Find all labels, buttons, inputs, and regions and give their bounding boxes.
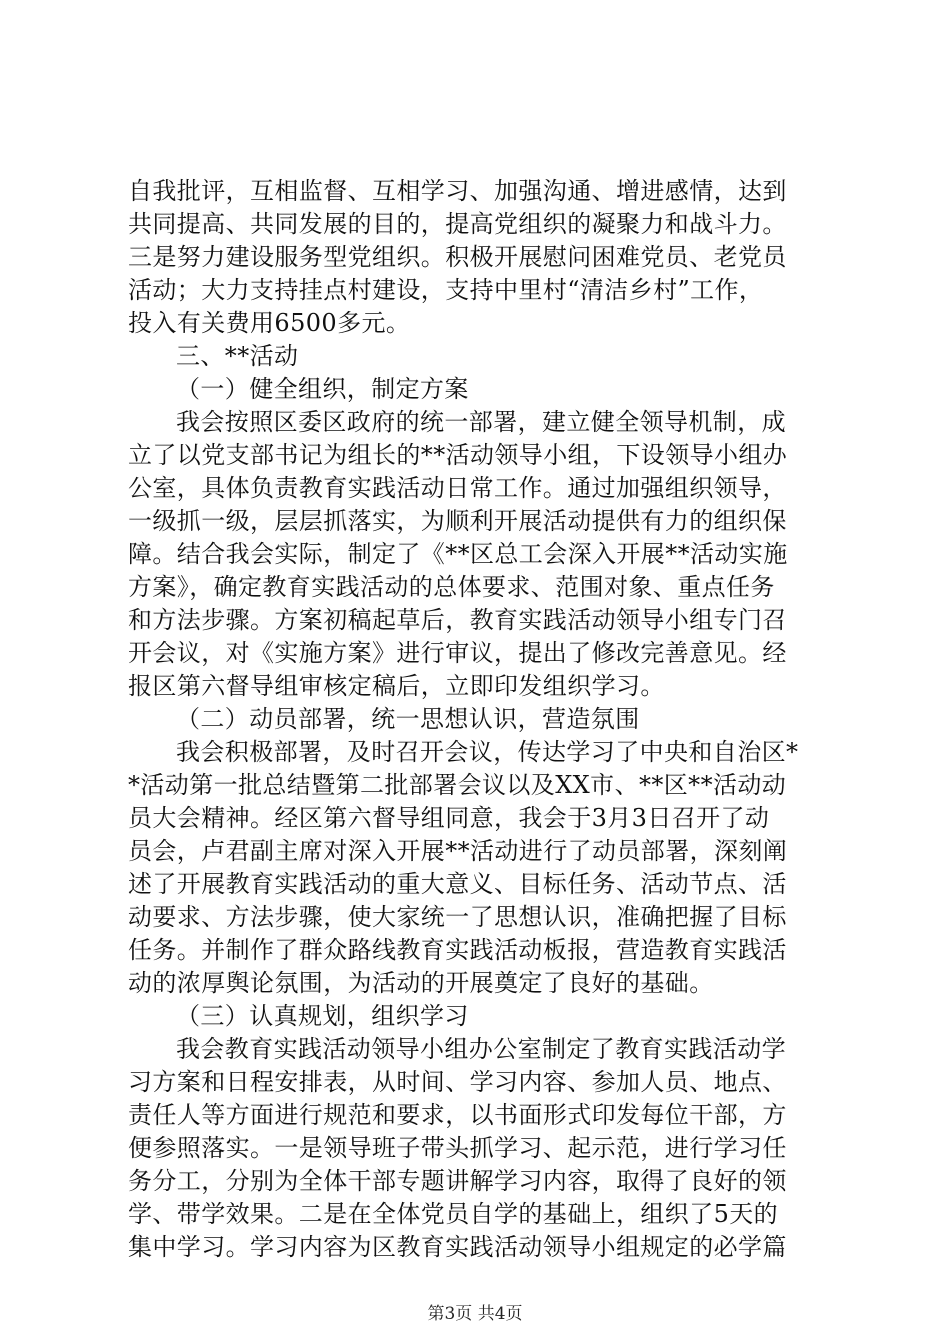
body-text-line: 学、带学效果。二是在全体党员自学的基础上，组织了5天的	[128, 1200, 779, 1228]
body-text-line: 立了以党支部书记为组长的**活动领导小组，下设领导小组办	[128, 441, 788, 469]
body-text-line: 自我批评，互相监督、互相学习、加强沟通、增进感情，达到	[128, 177, 787, 205]
body-text-line: 报区第六督导组审核定稿后，立即印发组织学习。	[128, 672, 665, 700]
body-text-line: 和方法步骤。方案初稿起草后，教育实践活动领导小组专门召	[128, 606, 787, 634]
paragraph-first-line: 我会按照区委区政府的统一部署，建立健全领导机制，成	[176, 408, 786, 436]
page-number-footer: 第3页 共4页	[427, 1304, 523, 1324]
section-heading: 三、**活动	[176, 342, 299, 370]
body-text-line: 员大会精神。经区第六督导组同意，我会于3月3日召开了动	[128, 804, 770, 832]
body-text-line: 共同提高、共同发展的目的，提高党组织的凝聚力和战斗力。	[128, 210, 787, 238]
body-text-line: 动的浓厚舆论氛围，为活动的开展奠定了良好的基础。	[128, 969, 714, 997]
body-text-line: 一级抓一级，层层抓落实，为顺利开展活动提供有力的组织保	[128, 507, 787, 535]
body-text-line: 述了开展教育实践活动的重大意义、目标任务、活动节点、活	[128, 870, 787, 898]
subsection-heading: （二）动员部署，统一思想认识，营造氛围	[176, 705, 640, 733]
body-text-line: 公室，具体负责教育实践活动日常工作。通过加强组织领导，	[128, 474, 787, 502]
body-text-line: 活动；大力支持挂点村建设，支持中里村“清洁乡村”工作，	[128, 276, 764, 304]
body-text-line: 方案》，确定教育实践活动的总体要求、范围对象、重点任务	[128, 573, 775, 601]
body-text-line: 投入有关费用6500多元。	[128, 309, 411, 337]
body-text-line: 动要求、方法步骤，使大家统一了思想认识，准确把握了目标	[128, 903, 787, 931]
body-text-line: 开会议，对《实施方案》进行审议，提出了修改完善意见。经	[128, 639, 787, 667]
body-text-line: 集中学习。学习内容为区教育实践活动领导小组规定的必学篇	[128, 1233, 787, 1261]
body-text-line: 责任人等方面进行规范和要求，以书面形式印发每位干部，方	[128, 1101, 787, 1129]
body-text-line: 务分工，分别为全体干部专题讲解学习内容，取得了良好的领	[128, 1167, 787, 1195]
subsection-heading: （一）健全组织，制定方案	[176, 375, 469, 403]
body-text-line: 任务。并制作了群众路线教育实践活动板报，营造教育实践活	[128, 936, 787, 964]
body-text-line: 员会，卢君副主席对深入开展**活动进行了动员部署，深刻阐	[128, 837, 788, 865]
body-text-line: 三是努力建设服务型党组织。积极开展慰问困难党员、老党员	[128, 243, 787, 271]
subsection-heading: （三）认真规划，组织学习	[176, 1002, 469, 1030]
body-text-line: 习方案和日程安排表，从时间、学习内容、参加人员、地点、	[128, 1068, 787, 1096]
paragraph-first-line: 我会积极部署，及时召开会议，传达学习了中央和自治区*	[176, 738, 799, 766]
body-text-line: *活动第一批总结暨第二批部署会议以及XX市、**区**活动动	[128, 771, 787, 799]
body-text-line: 障。结合我会实际，制定了《**区总工会深入开展**活动实施	[128, 540, 788, 568]
body-text-line: 便参照落实。一是领导班子带头抓学习、起示范，进行学习任	[128, 1134, 787, 1162]
paragraph-first-line: 我会教育实践活动领导小组办公室制定了教育实践活动学	[176, 1035, 786, 1063]
